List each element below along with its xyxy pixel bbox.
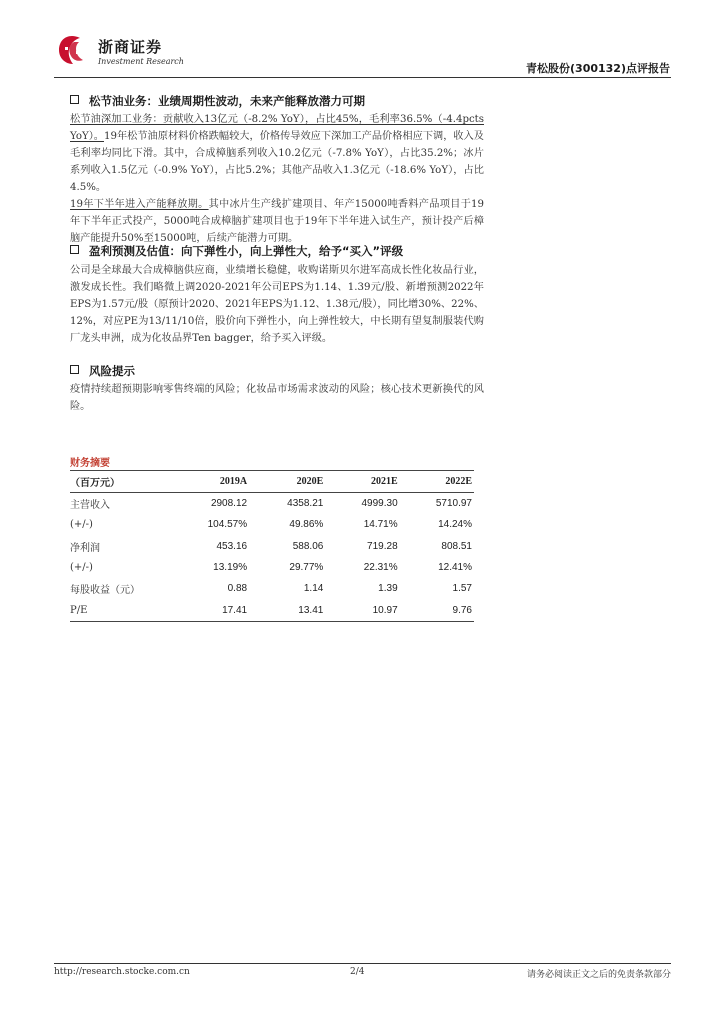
paragraph-text: 19年松节油原材料价格跌幅较大，价格传导效应下深加工产品价格相应下调，收入及毛利率均同比下滑。其中，合成樟脑系列收入10.2亿元（-7.8% YoY），占比35.2%；冰片系列收入1.5亿元（-0.9% YoY），占比5.2%；其他产品收入1.3亿元（-18.6% YoY），占比4.5%。 (70, 131, 484, 193)
section-heading-forecast (70, 243, 403, 259)
report-title: 青松股份(300132)点评报告 (526, 62, 670, 75)
table-cell: 808.51 (441, 540, 472, 552)
table-cell: 10.97 (325, 599, 399, 621)
table-cell: 14.71% (363, 519, 398, 531)
paragraph-risk (70, 381, 484, 415)
paragraph-text: 其中冰片生产线扩建项目、年产15000吨香料产品项目于19年下半年正式投产，5000吨合成樟脑扩建项目也于19年下半年进入试生产，预计投产后樟脑产能提升50%至15000吨，后续产能潜力可期。 (70, 199, 485, 244)
table-row (70, 557, 474, 578)
table-cell: 12.41% (438, 562, 472, 574)
table-cell: 2908.12 (210, 498, 248, 510)
underlined-lead: 19年下半年进入产能释放期。 (70, 199, 209, 210)
table-cell: 104.57% (207, 519, 248, 531)
table-cell: 1.57 (452, 583, 472, 595)
table-cell: 453.16 (216, 540, 248, 552)
table-cell: 22.31% (363, 562, 398, 574)
page-header (50, 30, 670, 78)
section-heading-text: 风险提示 (89, 364, 135, 378)
column-header: 2019A (177, 471, 250, 493)
row-label: 主营收入 (70, 500, 110, 512)
footer-url-link[interactable]: http://research.stocke.com.cn (54, 967, 190, 977)
table-cell: 5710.97 (435, 498, 472, 510)
row-label: (+/-) (70, 519, 93, 531)
table-cell: 4358.21 (287, 498, 324, 510)
paragraph-text: 疫情持续超预期影响零售终端的风险；化妆品市场需求波动的风险；核心技术更新换代的风险。 (70, 384, 484, 412)
section-heading-text: 盈利预测及估值：向下弹性小，向上弹性大，给予“买入”评级 (89, 244, 404, 258)
table-cell: 13.19% (213, 562, 248, 574)
checkbox-bullet-icon (70, 365, 79, 374)
financial-summary-table (70, 471, 474, 622)
table-row (70, 514, 474, 535)
table-cell: 13.41 (249, 599, 325, 621)
section-heading-risk (70, 363, 135, 379)
row-label: 每股收益（元） (70, 585, 140, 597)
paragraph-forecast (70, 262, 484, 347)
table-header-row (70, 471, 474, 493)
checkbox-bullet-icon (70, 95, 79, 104)
page-number: 2/4 (350, 967, 365, 977)
column-header: 2021E (325, 471, 399, 493)
brand-name-cn: 浙商证券 (98, 38, 163, 56)
column-header: （百万元） (70, 471, 177, 493)
row-label: P/E (70, 599, 177, 621)
table-row (70, 599, 474, 621)
table-cell: 14.24% (438, 519, 472, 531)
brand-name-en: Investment Research (98, 57, 184, 66)
zheshang-logo-icon (56, 34, 88, 66)
table-cell: 17.41 (177, 599, 250, 621)
table-cell: 0.88 (227, 583, 248, 595)
underlined-lead: 松节油深加工业务：贡献收入13亿元（-8.2% YoY），占比45%，毛利率36.5%（-4.4pcts YoY）。 (70, 114, 484, 142)
section-heading-text: 松节油业务：业绩周期性波动，未来产能释放潜力可期 (89, 94, 365, 108)
table-cell: 4999.30 (361, 498, 398, 510)
paragraph-capacity-release (70, 196, 484, 247)
column-header: 2020E (249, 471, 325, 493)
table-cell: 49.86% (289, 519, 324, 531)
row-label: 净利润 (70, 542, 100, 554)
table-cell: 9.76 (400, 599, 474, 621)
footer-divider (54, 963, 671, 964)
paragraph-text: 公司是全球最大合成樟脑供应商，业绩增长稳健，收购诺斯贝尔进军高成长性化妆品行业，激发成长性。我们略微上调2020-2021年公司EPS为1.14、1.39元/股、新增预测2022年EPS为1.57元/股（原预计2020、2021年EPS为1.12、1.38元/股），同比增30%、22%、12%，对应PE为13/11/10倍，股价向下弹性小，向上弹性较大，中长期有望复制服装代购厂龙头申洲，成为化妆品界Ten bagger，给予买入评级。 (70, 265, 484, 344)
footer-disclaimer: 请务必阅读正文之后的免责条款部分 (526, 970, 671, 980)
financial-summary-title: 财务摘要 (70, 458, 110, 469)
header-divider (54, 77, 671, 78)
table-row (70, 536, 474, 557)
table-row (70, 493, 474, 515)
table-cell: 588.06 (292, 540, 324, 552)
column-header: 2022E (400, 471, 474, 493)
row-label: (+/-) (70, 562, 93, 574)
section-heading-turpentine (70, 93, 365, 109)
table-cell: 29.77% (289, 562, 324, 574)
checkbox-bullet-icon (70, 245, 79, 254)
table-cell: 1.14 (303, 583, 324, 595)
table-cell: 1.39 (378, 583, 398, 595)
table-row (70, 578, 474, 599)
table-cell: 719.28 (367, 540, 398, 552)
paragraph-turpentine-revenue (70, 111, 484, 196)
